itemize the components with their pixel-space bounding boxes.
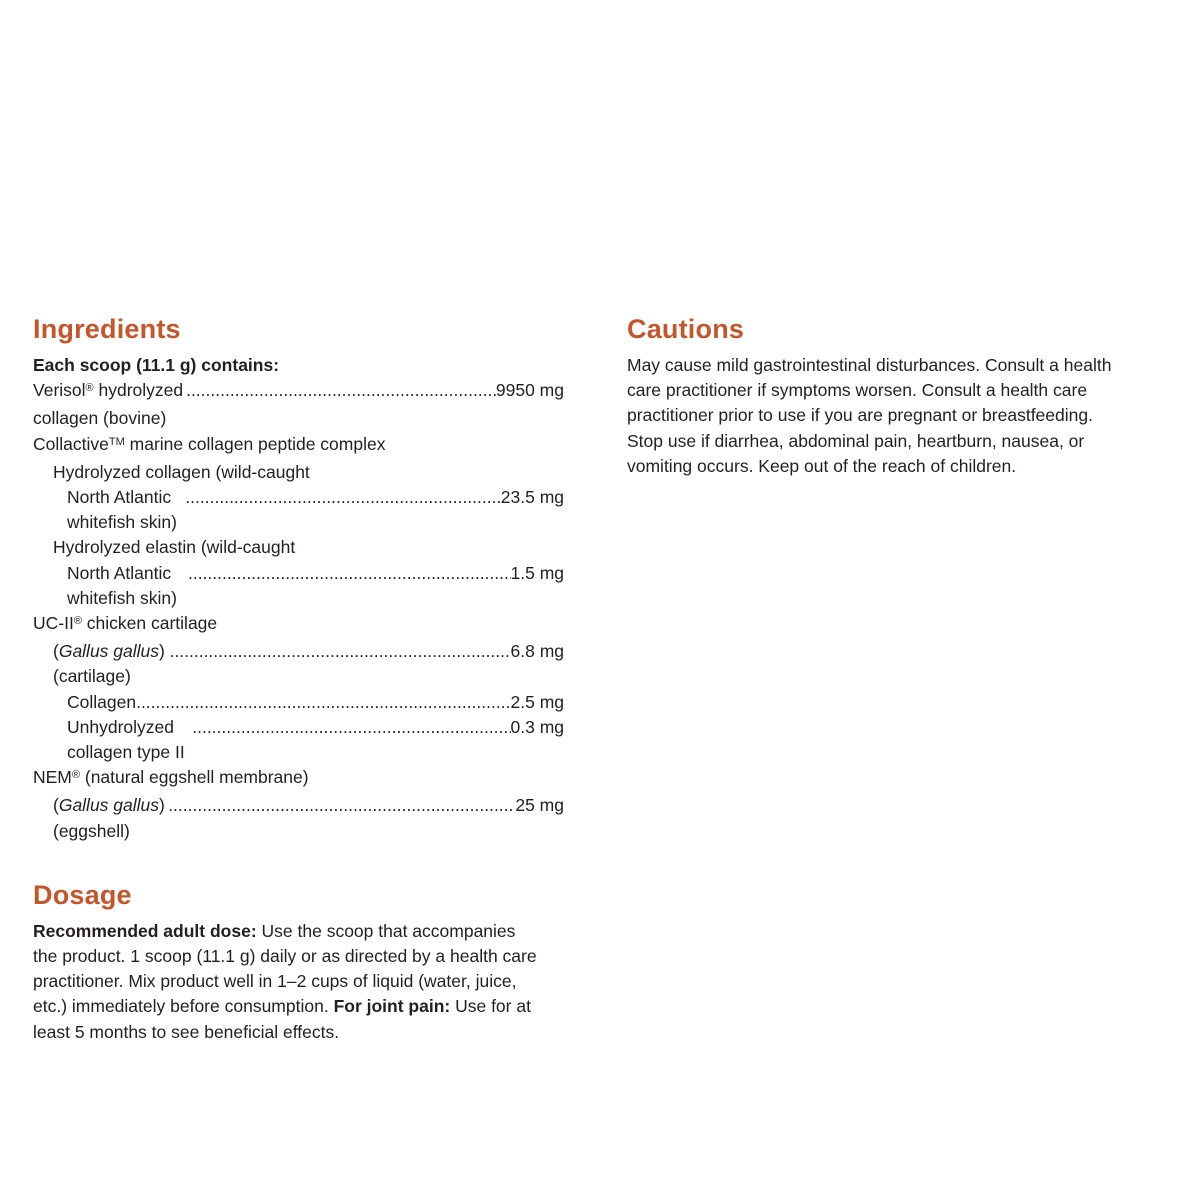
- ingredient-row: [33, 765, 564, 793]
- ingredient-amount: 1.5 mg: [510, 562, 564, 583]
- text-segment: May cause mild gastrointestinal disturbances. Consult a health: [627, 355, 1112, 375]
- text-segment: Gallus gallus: [58, 795, 160, 816]
- leader-dots: [188, 561, 511, 586]
- text-segment: Use the scoop that accompanies: [256, 920, 516, 941]
- text-segment: (natural eggshell membrane): [80, 767, 309, 788]
- ingredient-name: [33, 378, 189, 431]
- dosage-section: [33, 880, 564, 1045]
- text-segment: Stop use if diarrhea, abdominal pain, heartburn, nausea, or: [627, 430, 1085, 451]
- paragraph-line: [627, 378, 1148, 403]
- ingredient-row: [33, 715, 564, 765]
- text-segment: NEM: [33, 767, 72, 788]
- paragraph-line: [33, 994, 564, 1019]
- text-segment: Unhydrolyzed collagen type II: [67, 716, 185, 763]
- ingredient-name: [67, 690, 141, 715]
- paragraph-line: [33, 1020, 564, 1045]
- text-segment: TM: [108, 435, 125, 448]
- right-column: [627, 314, 1148, 479]
- text-segment: Collactive: [33, 433, 109, 454]
- ingredient-amount: 25 mg: [515, 795, 564, 816]
- text-segment: Verisol: [33, 380, 86, 401]
- leader-dots: [170, 639, 511, 664]
- ingredient-row: [33, 561, 564, 611]
- ingredient-row: [33, 690, 564, 715]
- ingredient-row: [33, 378, 564, 431]
- ingredient-name: [33, 432, 385, 460]
- ingredient-row: [33, 535, 564, 560]
- paragraph-line: [627, 353, 1148, 378]
- leader-dots: [192, 715, 510, 740]
- ingredient-name: [67, 715, 192, 765]
- ingredients-list: [33, 353, 564, 844]
- dosage-heading: Dosage: [33, 879, 132, 910]
- text-segment: least 5 months to see beneficial effects.: [33, 1021, 340, 1042]
- text-segment: ) (cartilage): [53, 641, 170, 687]
- text-segment: etc.) immediately before consumption.: [33, 996, 334, 1017]
- text-segment: Each scoop (11.1 g) contains:: [33, 355, 280, 375]
- ingredient-amount: 0.3 mg: [510, 716, 564, 737]
- paragraph-line: [33, 919, 564, 944]
- text-segment: practitioner prior to use if you are pregnant or breastfeeding.: [627, 405, 1093, 426]
- cautions-heading: Cautions: [627, 314, 745, 344]
- leader-dots: [185, 485, 500, 510]
- ingredient-amount: 9950 mg: [495, 380, 564, 401]
- paragraph-line: [33, 969, 564, 994]
- ingredient-amount: 6.8 mg: [510, 641, 564, 662]
- ingredient-row: [33, 793, 564, 843]
- ingredient-row: [33, 611, 564, 639]
- text-segment: marine collagen peptide complex: [124, 433, 386, 454]
- ingredient-row: [33, 432, 564, 460]
- text-segment: vomiting occurs. Keep out of the reach of children.: [627, 455, 1017, 476]
- paragraph-line: [627, 403, 1148, 428]
- ingredient-name: [33, 611, 217, 639]
- ingredient-amount: 2.5 mg: [510, 691, 564, 712]
- text-segment: hydrolyzed collagen (bovine): [33, 380, 189, 429]
- ingredients-heading: Ingredients: [33, 314, 181, 344]
- text-segment: (: [53, 641, 59, 662]
- text-segment: Recommended adult dose:: [33, 920, 257, 941]
- dosage-paragraph: [33, 919, 564, 1045]
- left-column: [33, 314, 564, 1045]
- text-segment: Gallus gallus: [58, 641, 160, 662]
- text-segment: For joint pain:: [333, 996, 451, 1017]
- ingredient-row: [33, 460, 564, 485]
- text-segment: Hydrolyzed collagen (wild-caught: [53, 461, 310, 482]
- text-segment: (: [53, 795, 59, 816]
- paragraph-line: [627, 454, 1148, 479]
- ingredient-row: [33, 639, 564, 689]
- text-segment: ) (eggshell): [53, 795, 170, 841]
- text-segment: the product. 1 scoop (11.1 g) daily or as directed by a health care: [33, 946, 537, 967]
- text-segment: Collagen: [67, 691, 141, 712]
- text-segment: North Atlantic whitefish skin): [67, 562, 177, 608]
- ingredient-name: [67, 485, 185, 535]
- text-segment: care practitioner if symptoms worsen. Consult a health care: [627, 380, 1088, 401]
- ingredient-name: [33, 353, 279, 378]
- text-segment: ®: [71, 769, 80, 782]
- paragraph-line: [627, 429, 1148, 454]
- ingredient-name: [53, 793, 168, 843]
- text-segment: North Atlantic whitefish skin): [67, 487, 177, 533]
- ingredient-name: [53, 460, 310, 485]
- text-segment: Use for at: [450, 996, 531, 1017]
- ingredient-amount: 23.5 mg: [500, 487, 564, 508]
- ingredient-name: [53, 639, 170, 689]
- text-segment: ®: [73, 615, 82, 628]
- leader-dots: [136, 690, 510, 715]
- leader-dots: [186, 378, 496, 403]
- ingredient-name: [53, 535, 295, 560]
- cautions-paragraph: [627, 353, 1148, 479]
- text-segment: chicken cartilage: [81, 613, 218, 634]
- text-segment: ®: [85, 382, 94, 395]
- paragraph-line: [33, 944, 564, 969]
- text-segment: UC-II: [33, 613, 74, 634]
- ingredient-row: [33, 353, 564, 378]
- ingredient-row: [33, 485, 564, 535]
- text-segment: Hydrolyzed elastin (wild-caught: [53, 537, 296, 558]
- text-segment: practitioner. Mix product well in 1–2 cups of liquid (water, juice,: [33, 971, 517, 992]
- leader-dots: [168, 793, 515, 818]
- ingredient-name: [67, 561, 188, 611]
- ingredient-name: [33, 765, 309, 793]
